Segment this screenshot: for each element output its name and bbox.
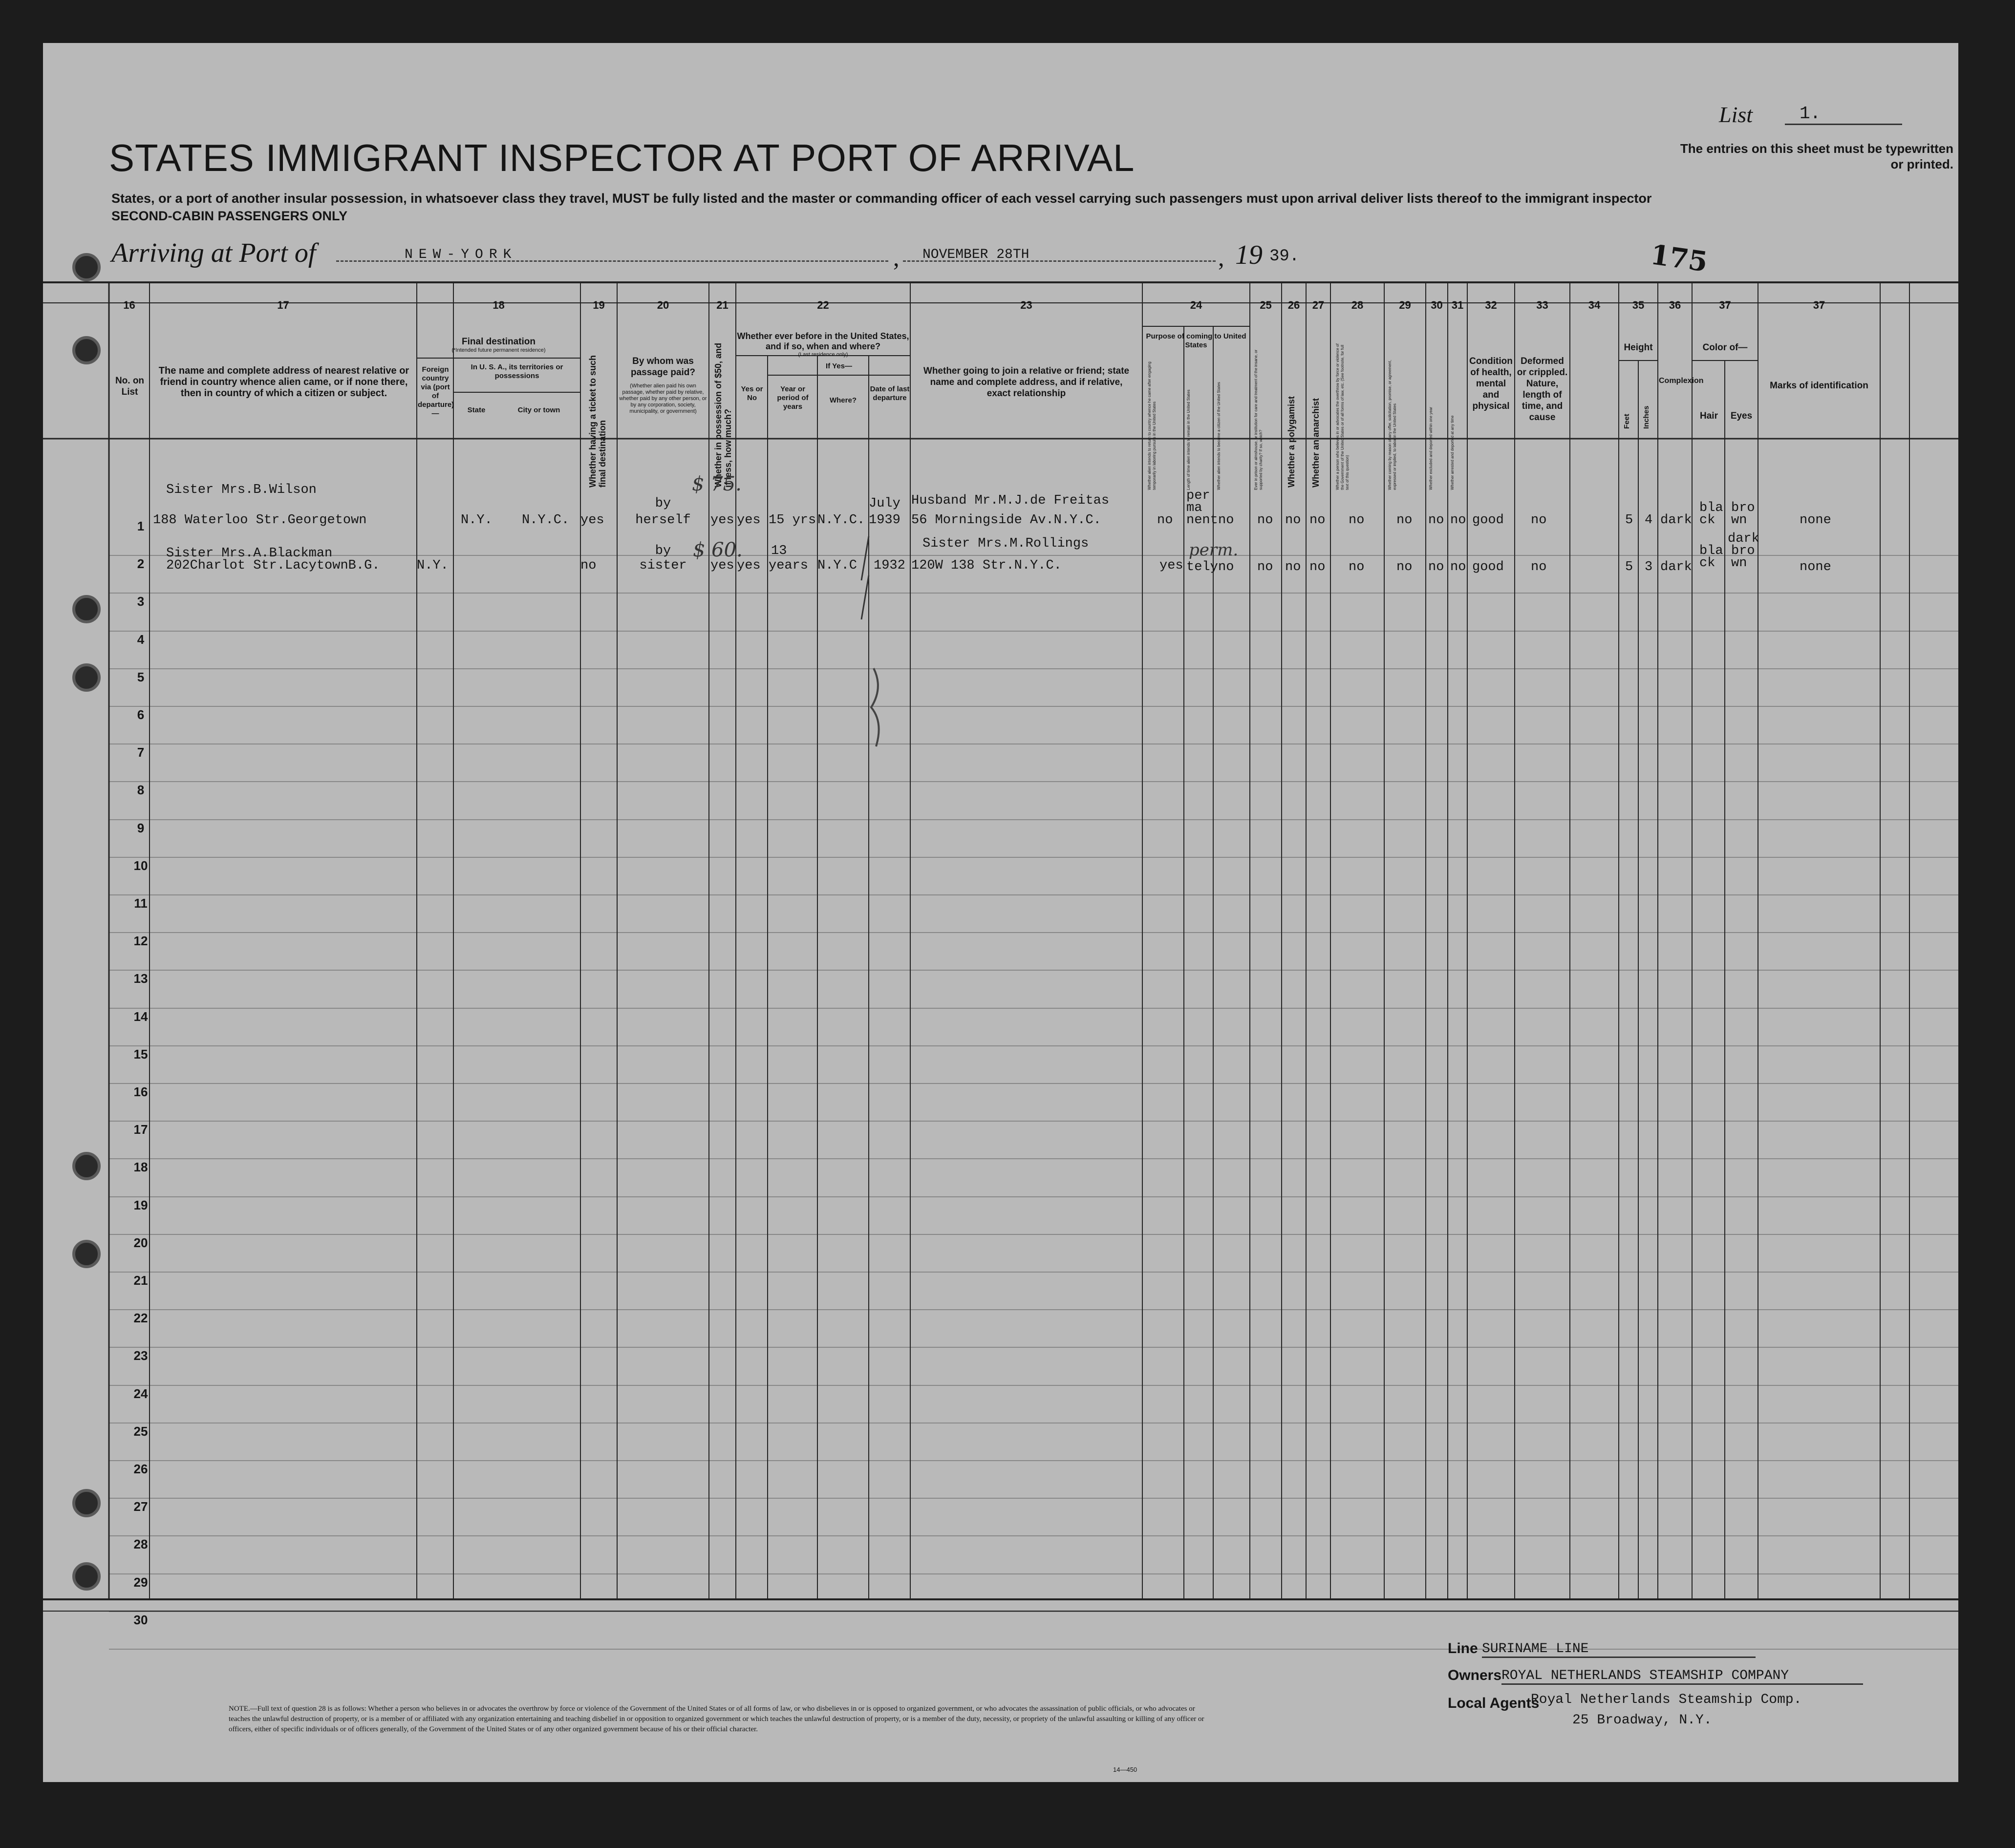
column-number: 32 xyxy=(1485,299,1497,311)
row-number: 24 xyxy=(133,1386,148,1401)
entry-2-hair-1: bla xyxy=(1699,544,1723,558)
comma: , xyxy=(1218,244,1224,271)
entry-2-money: yes xyxy=(710,558,734,573)
entry-1-q31: no xyxy=(1450,513,1466,528)
col-header-inches: Inches xyxy=(1642,405,1651,429)
entry-2-passage-sister: sister xyxy=(639,558,687,573)
entry-1-length-nent: nent xyxy=(1186,513,1218,528)
row-number: 27 xyxy=(133,1499,148,1514)
before-us-label: Whether ever before in the United States, and if so, when and where? xyxy=(737,331,909,351)
column-number: 24 xyxy=(1190,299,1202,311)
row-number: 4 xyxy=(137,632,145,647)
port-value: NEW-YORK xyxy=(405,247,517,262)
entry-2-join-name: Sister Mrs.M.Rollings xyxy=(922,536,1089,551)
row-number: 3 xyxy=(137,594,145,609)
agents-value-1: Royal Netherlands Steamship Comp. xyxy=(1531,1692,1802,1707)
entry-1-before: yes xyxy=(737,513,761,528)
sheet-stamp: 175 xyxy=(1648,238,1710,278)
column-number: 16 xyxy=(123,299,135,311)
entry-1-date-month: July xyxy=(869,496,900,511)
column-number: 35 xyxy=(1632,299,1645,311)
list-value: 1. xyxy=(1785,104,1902,125)
col-header-yes-no: Yes or No xyxy=(741,385,763,402)
entry-1-health: good xyxy=(1472,513,1504,528)
row-number: 15 xyxy=(133,1047,148,1062)
entry-1-prison: no xyxy=(1257,513,1273,528)
passage-sub: (Whether alien paid his own passage, whether paid by relative, whether paid by any other person, or by any corporation, society, municipality, or government) xyxy=(619,383,707,414)
owners-value: ROYAL NETHERLANDS STEAMSHIP COMPANY xyxy=(1501,1668,1863,1685)
col-header-prison: Ever in prison or almshouse, or institution for care and treatment of the insane, or supported by charity? If so, which? xyxy=(1254,349,1263,490)
class-line: SECOND-CABIN PASSENGERS ONLY xyxy=(111,209,348,223)
entry-1-eyes-2: wn xyxy=(1731,513,1747,528)
entry-2-marks: none xyxy=(1800,560,1831,574)
col-header-overthrow: Whether a person who believes in or advocates the overthrow by force or violence of the Government of the United States or of all forms of law, etc. (See footnote, for full text of this question) xyxy=(1335,343,1350,490)
column-number-37: 37 xyxy=(1813,299,1825,311)
col-header-ticket: Whether having a ticket to such final destination xyxy=(588,355,607,488)
column-rules xyxy=(43,282,1958,1611)
entry-2-passage-by: by xyxy=(655,544,671,558)
row-number: 13 xyxy=(133,971,148,986)
entry-2-return: yes xyxy=(1159,558,1183,573)
col-header-polygamist: Whether a polygamist xyxy=(1286,396,1296,488)
column-number: 19 xyxy=(593,299,605,311)
entry-2-anarchist: no xyxy=(1309,560,1326,574)
agents-value-2: 25 Broadway, N.Y. xyxy=(1572,1713,1712,1728)
entry-2-feet: 5 xyxy=(1625,560,1633,574)
row-number: 21 xyxy=(133,1273,148,1288)
column-number: 34 xyxy=(1588,299,1601,311)
year-suffix: 39. xyxy=(1269,247,1300,266)
col-header-height: Height xyxy=(1624,342,1653,353)
pencil-mark xyxy=(861,575,869,619)
col-header-state: State xyxy=(467,406,486,414)
col-header-final-destination xyxy=(417,336,580,354)
col-header-where: Where? xyxy=(829,396,857,404)
row-number: 16 xyxy=(133,1084,148,1099)
entry-1-ticket: yes xyxy=(580,513,604,528)
col-header-if-yes: If Yes— xyxy=(826,362,852,370)
entry-1-complexion: dark xyxy=(1660,513,1692,528)
entry-2-q28: no xyxy=(1349,560,1365,574)
row-number: 28 xyxy=(133,1537,148,1551)
entry-1-q28: no xyxy=(1349,513,1365,528)
row-number: 6 xyxy=(137,707,145,722)
list-label: List xyxy=(1719,102,1753,127)
entry-1-anarchist: no xyxy=(1309,513,1326,528)
row-number: 20 xyxy=(133,1235,148,1250)
entry-2-hair-2: ck xyxy=(1699,556,1715,571)
column-number: 21 xyxy=(716,299,729,311)
entry-2-complexion: dark xyxy=(1660,560,1692,574)
row-number: 22 xyxy=(133,1311,148,1325)
entry-1-period: 15 yrs xyxy=(769,513,816,528)
entry-1-q29: no xyxy=(1396,513,1413,528)
entry-2-q29: no xyxy=(1396,560,1413,574)
entry-1-passage-by: by xyxy=(655,496,671,511)
col-header-feet: Feet xyxy=(1623,414,1631,429)
entry-1-citizen: no xyxy=(1218,513,1234,528)
entry-1-date-year: 1939 xyxy=(869,513,900,528)
row-number: 23 xyxy=(133,1348,148,1363)
row-number: 11 xyxy=(134,896,148,911)
entry-1-hair-2: ck xyxy=(1699,513,1715,528)
col-header-deformed: Deformed or crippled. Nature, length of time, and cause xyxy=(1517,356,1568,423)
column-number: 36 xyxy=(1669,299,1681,311)
entry-1-length-ma: ma xyxy=(1186,501,1202,515)
col-header-color-of: Color of— xyxy=(1702,342,1748,353)
row-number: 10 xyxy=(133,858,148,873)
row-number: 5 xyxy=(137,670,145,684)
entry-1-city: N.Y.C. xyxy=(522,513,570,528)
col-header-anarchist: Whether an anarchist xyxy=(1311,398,1321,488)
row-number: 14 xyxy=(133,1009,148,1024)
entry-1-eyes-1: bro xyxy=(1731,501,1755,515)
column-number: 17 xyxy=(277,299,289,311)
row-number: 17 xyxy=(133,1122,148,1137)
entry-1-state: N.Y. xyxy=(461,513,493,528)
column-number: 25 xyxy=(1260,299,1272,311)
column-number: 26 xyxy=(1287,299,1300,311)
entry-1-passage-herself: herself xyxy=(635,513,691,528)
col-header-arrested: Whether arrested and deported at any time xyxy=(1450,415,1455,490)
entry-2-state: N.Y. xyxy=(417,558,449,573)
entry-2-money-handwritten: $ 60. xyxy=(693,539,743,561)
col-header-departure-date: Date of last departure xyxy=(870,385,910,402)
row-number: 29 xyxy=(133,1575,148,1590)
entry-1-feet: 5 xyxy=(1625,513,1633,528)
column-number: 30 xyxy=(1431,299,1443,311)
entry-2-eyes-1: bro xyxy=(1731,544,1755,558)
entry-1-length-per: per xyxy=(1186,489,1210,503)
col-header-complexion: Complexion xyxy=(1659,377,1704,385)
entry-2-polygamist: no xyxy=(1285,560,1301,574)
entry-1-q30: no xyxy=(1428,513,1444,528)
entry-1-money: yes xyxy=(710,513,734,528)
col-header-health: Condition of health, mental and physical xyxy=(1469,356,1513,411)
row-number: 1 xyxy=(137,519,145,533)
entry-2-ticket: no xyxy=(580,558,597,573)
pencil-mark xyxy=(871,668,879,746)
col-header-usa: In U. S. A., its territories or possessions xyxy=(471,363,563,380)
row-number: 18 xyxy=(133,1160,148,1174)
entry-2-citizen: no xyxy=(1218,560,1234,574)
line-value: SURINAME LINE xyxy=(1482,1641,1756,1658)
entry-1-where: N.Y.C. xyxy=(817,513,865,528)
col-header-labor-offer: Whether coming by reason of any offer, solicitation, promise, or agreement, expressed or implied, to labor in the United States xyxy=(1388,360,1397,490)
entry-2-eyes-2: wn xyxy=(1731,556,1747,571)
column-number: 28 xyxy=(1351,299,1364,311)
line-label: Line xyxy=(1448,1640,1478,1657)
entry-1-marks: none xyxy=(1800,513,1831,528)
row-number: 2 xyxy=(137,556,145,571)
entry-2-length-tely: tely xyxy=(1186,560,1218,574)
entry-1-join-address: 56 Morningside Av.N.Y.C. xyxy=(911,513,1101,528)
col-header-no-on-list: No. on List xyxy=(115,376,145,397)
entry-2-relative-address: 202Charlot Str.LacytownB.G. xyxy=(166,558,380,573)
col-header-length-stay: Length of time alien intends to remain in the United States xyxy=(1186,389,1191,490)
entry-1-money-handwritten: $ 75. xyxy=(692,473,742,495)
entry-2-period-years: years xyxy=(769,558,809,573)
column-number: 27 xyxy=(1312,299,1325,311)
form-code: 14—450 xyxy=(1113,1766,1137,1773)
entry-1-inches: 4 xyxy=(1645,513,1653,528)
entry-1-relative-address: 188 Waterloo Str.Georgetown xyxy=(153,513,367,528)
entry-2-where: N.Y.C xyxy=(817,558,857,573)
entry-1-deformed: no xyxy=(1531,513,1547,528)
col-header-city: City or town xyxy=(517,406,560,414)
entry-2-relative: Sister Mrs.A.Blackman xyxy=(166,546,333,561)
column-number: 29 xyxy=(1399,299,1411,311)
col-header-join-relative: Whether going to join a relative or friend; state name and complete address, and if relative, exact relationship xyxy=(923,366,1130,399)
column-number: 22 xyxy=(817,299,829,311)
owners-label: Owners xyxy=(1448,1667,1502,1683)
entry-2-eyes-0: dark xyxy=(1728,531,1759,546)
col-header-citizen: Whether alien intends to become a citizen of the United States xyxy=(1217,382,1221,490)
column-number: 37 xyxy=(1719,299,1731,311)
col-header-passage xyxy=(619,356,707,415)
entry-1-join-name: Husband Mr.M.J.de Freitas xyxy=(911,493,1110,508)
passage-label: By whom was passage paid? xyxy=(631,356,695,378)
col-header-hair: Hair xyxy=(1700,411,1718,421)
manifest-sheet xyxy=(43,43,1958,1782)
row-number: 7 xyxy=(137,745,145,760)
entry-1-return: no xyxy=(1157,513,1173,528)
column-number: 20 xyxy=(657,299,669,311)
entry-1-polygamist: no xyxy=(1285,513,1301,528)
arriving-label: Arriving at Port of xyxy=(111,238,316,268)
row-number: 26 xyxy=(133,1462,148,1476)
footnote: NOTE.—Full text of question 28 is as follows: Whether a person who believes in or advocates the overthrow by force or violence of the Government of the United States or of all forms of law, or who disbelieves in or is opposed to organized government, or who advocates the assassination of public officials, or who advocates or teaches the unlawful destruction of property, or is a member of or affiliated with any organization entertaining and teaching disbelief in or opposition to organized government or which teaches the unlawful destruction of property, or is a member of the duty, necessity, or propriety of the unlawful assaulting or killing of any officer or officers, either of specific individuals or of officers generally, of the Government of the United States or of any other organized government because of his or their official character. xyxy=(229,1705,1204,1733)
date-value: NOVEMBER 28TH xyxy=(922,247,1029,262)
col-header-eyes: Eyes xyxy=(1730,411,1753,421)
col-header-marks: Marks of identification xyxy=(1770,381,1868,391)
entry-2-prison: no xyxy=(1257,560,1273,574)
entry-1-relative: Sister Mrs.B.Wilson xyxy=(166,483,317,497)
row-number: 30 xyxy=(133,1613,148,1627)
entry-2-health: good xyxy=(1472,560,1504,574)
row-number: 12 xyxy=(133,934,148,948)
entry-2-period-number: 13 xyxy=(771,544,787,558)
entry-2-inches: 3 xyxy=(1645,560,1653,574)
row-rules xyxy=(109,555,1958,1649)
pencil-mark xyxy=(861,536,869,580)
final-destination-label: Final destination xyxy=(462,337,536,347)
col-header-money: Whether in possession of $50, and if less, how much? xyxy=(713,342,733,488)
col-header-before-us xyxy=(737,331,909,358)
entry-2-length-handwritten: perm. xyxy=(1189,540,1239,560)
page-title: STATES IMMIGRANT INSPECTOR AT PORT OF ARRIVAL xyxy=(109,136,1135,179)
row-number: 8 xyxy=(137,783,145,797)
entry-1-hair-1: bla xyxy=(1699,501,1723,515)
col-header-relative: The name and complete address of nearest relative or friend in country whence alien came, or if none there, then in country of which a citizen or subject. xyxy=(158,365,409,399)
col-header-excluded: Whether excluded and deported within one year xyxy=(1429,407,1433,490)
entry-2-q30: no xyxy=(1428,560,1444,574)
entry-2-q31: no xyxy=(1450,560,1466,574)
column-number: 33 xyxy=(1536,299,1548,311)
col-header-period: Year or period of years xyxy=(777,385,809,411)
column-number: 31 xyxy=(1451,299,1464,311)
col-header-foreign-country: Foreign country via (port of departure)— xyxy=(418,365,454,418)
column-number: 18 xyxy=(493,299,505,311)
intro-line: States, or a port of another insular possession, in whatsoever class they travel, MUST be fully listed and the master or commanding officer of each vessel carrying such passengers must upon arrival deliver lists thereof to the immigrant inspector xyxy=(111,191,1652,206)
column-number: 23 xyxy=(1020,299,1032,311)
entry-2-deformed: no xyxy=(1531,560,1547,574)
final-destination-sub: (*Intended future permanent residence) xyxy=(451,347,546,353)
entry-2-join-address: 120W 138 Str.N.Y.C. xyxy=(911,558,1062,573)
before-us-sub: (Last residence only) xyxy=(798,352,848,358)
entries-note: The entries on this sheet must be typewritten or printed. xyxy=(1680,141,1953,171)
row-number: 25 xyxy=(133,1424,148,1439)
entry-2-date-year: 1932 xyxy=(874,558,905,573)
col-header-return: Whether alien intends to return to country whence he came after engaging temporarily in laboring pursuits in the United States xyxy=(1147,361,1157,490)
row-number: 9 xyxy=(137,821,145,835)
entry-2-before: yes xyxy=(737,558,761,573)
comma: , xyxy=(893,244,900,271)
agents-label: Local Agents xyxy=(1448,1695,1540,1711)
col-header-purpose: Purpose of coming to United States xyxy=(1146,332,1246,349)
row-number: 19 xyxy=(133,1198,148,1212)
year-prefix: 19 xyxy=(1235,240,1263,270)
